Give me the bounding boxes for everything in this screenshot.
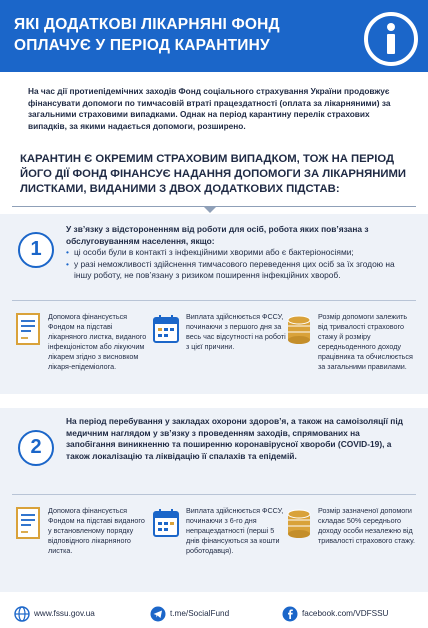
page-title: ЯКІ ДОДАТКОВІ ЛІКАРНЯНІ ФОНД ОПЛАЧУЄ У ПЕРІОД КАРАНТИНУ (14, 16, 280, 54)
case-bullet: • у разі неможливості здійснення тимчасового переведення цих осіб за їх згодою на іншу роботу, не пов’язану з ризиком поширення інфекційних хвороб. (66, 259, 406, 282)
footer-website-text: www.fssu.gov.ua (34, 609, 95, 618)
column-text: Виплата здійснюється ФССУ, починаючи з першого дня за весь час відсутності на роботі з цієї причини. (186, 312, 286, 351)
column-text: Допомога фінансується Фондом на підставі лікарняного листка, виданого інфекціоністом або лікуючим лікарем згідно з висновком лікаря-епідеміолога. (48, 312, 147, 371)
footer-website-link[interactable] (14, 605, 134, 623)
case-description (66, 224, 406, 282)
footer (0, 598, 428, 628)
calendar-icon (152, 312, 182, 348)
case-column-amount (284, 506, 416, 582)
case-divider (12, 300, 416, 301)
facebook-icon (282, 606, 298, 622)
case-number-badge: 1 (18, 232, 54, 268)
footer-facebook-link[interactable] (282, 605, 422, 623)
column-text: Допомога фінансується Фондом на підставі виданого у встановленому порядку відповідного лікарняного листка. (48, 506, 145, 555)
case-bullet: • ці особи були в контакті з інфекційними хворими або є бактеріоносіями; (66, 247, 406, 259)
coins-icon (284, 506, 314, 542)
case-column-basis (14, 312, 146, 388)
footer-facebook-text: facebook.com/VDFSSU (302, 609, 389, 618)
case-number-badge: 2 (18, 430, 54, 466)
case-column-basis (14, 506, 146, 582)
document-icon (14, 312, 44, 348)
case-description (66, 416, 406, 462)
case-lead-text: На період перебування у закладах охорони здоров’я, а також на самоізоляції під медичним наглядом у зв’язку з проведенням заходів, спрямованих на запобігання виникненню та поширенню коронавірусної хвороби (COVID-19), а також локалізацію та ліквідацію її спалахів та епідемій. (66, 416, 403, 461)
column-text: Розмір зазначеної допомоги складає 50% середнього доходу особи незалежно від тривалості страхового стажу. (318, 506, 415, 545)
header-banner (0, 0, 428, 72)
heading-divider-notch (203, 206, 217, 213)
case-column-payment (152, 312, 284, 388)
case-lead-text: У зв’язку з відстороненням від роботи для осіб, робота яких пов’язана з обслуговуванням населення, якщо: (66, 224, 369, 246)
telegram-icon (150, 606, 166, 622)
case-divider (12, 494, 416, 495)
intro-paragraph: На час дії протиепідемічних заходів Фонд соціального страхування України продовжує фінансувати допомоги по тимчасовій втраті працездатності (оплата за лікарняними) за загальними страховими випадками. Однак на період карантину перелік страхових випадків, за якими надається допомоги, розширено. (28, 86, 391, 131)
coins-icon (284, 312, 314, 348)
footer-telegram-link[interactable] (150, 605, 270, 623)
calendar-icon (152, 506, 182, 542)
globe-icon (14, 606, 30, 622)
footer-telegram-text: t.me/SocialFund (170, 609, 230, 618)
case-panel-2 (0, 408, 428, 592)
case-column-payment (152, 506, 284, 582)
section-heading: КАРАНТИН Є ОКРЕМИМ СТРАХОВИМ ВИПАДКОМ, ТОЖ НА ПЕРІОД ЙОГО ДІЇ ФОНД ФІНАНСУЄ НАДАННЯ ДОПОМОГИ ЗА ЛІКАРНЯНИМИ ЛИСТКАМИ, ВИДАНИМИ З ДВОХ ДОДАТКОВИХ ПІДСТАВ: (20, 153, 407, 195)
case-panel-1 (0, 214, 428, 394)
case-column-amount (284, 312, 416, 388)
info-icon (362, 10, 420, 68)
column-text: Виплата здійснюється ФССУ, починаючи з 6-го дня непрацездатності (перші 5 днів фінансуються за кошти роботодавця). (186, 506, 284, 555)
column-text: Розмір допомоги залежить від тривалості страхового стажу й розміру середньоденного доходу працівника та обчислюється за загальними правилами. (318, 312, 413, 371)
document-icon (14, 506, 44, 542)
